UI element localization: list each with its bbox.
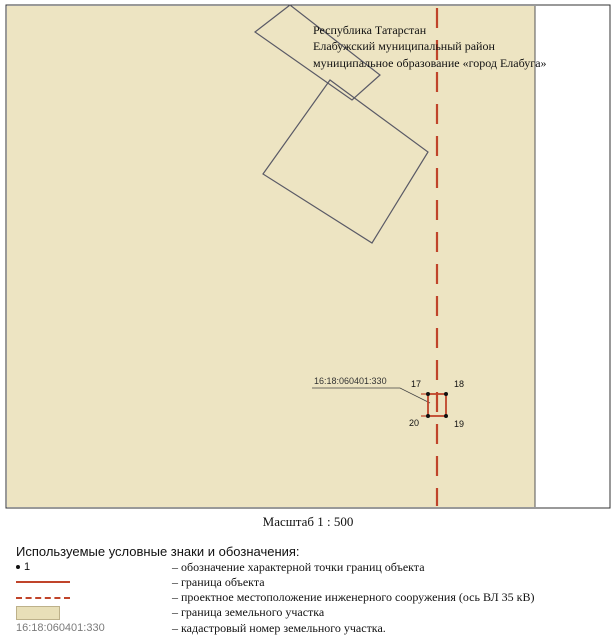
point-19-marker	[444, 414, 448, 418]
map-scale: Масштаб 1 : 500	[262, 514, 354, 529]
legend-item-cadastral-number	[12, 621, 612, 636]
point-17-label: 17	[411, 379, 422, 389]
point-17-marker	[426, 392, 430, 396]
legend-solid-line-symbol	[16, 575, 76, 590]
legend-title: Используемые условные знаки и обозначения:	[16, 544, 300, 559]
legend-cadastral-symbol: 16:18:060401:330	[16, 622, 105, 634]
legend-item-land-parcel	[12, 605, 612, 620]
legend-land-parcel-description: – граница земельного участка	[172, 605, 325, 619]
legend-item-object-boundary	[12, 575, 612, 590]
point-20-marker	[426, 414, 430, 418]
point-19-label: 19	[454, 419, 465, 429]
point-18-marker	[444, 392, 448, 396]
header-line-3: муниципальное образование «город Елабуга»	[313, 56, 547, 70]
legend-item-point	[12, 560, 612, 575]
header-line-2: Елабужский муниципальный район	[313, 39, 495, 53]
legend-cadastral-description: – кадастровый номер земельного участка.	[172, 621, 386, 635]
legend-point-symbol: 1	[16, 560, 76, 575]
point-18-label: 18	[454, 379, 465, 389]
land-parcel-fill	[7, 6, 535, 507]
legend-item-engineering-axis	[12, 590, 612, 605]
header-line-1: Республика Татарстан	[313, 23, 427, 37]
cadastral-label: 16:18:060401:330	[314, 376, 387, 386]
legend-object-boundary-description: – граница объекта	[172, 575, 265, 589]
point-20-label: 20	[409, 418, 420, 428]
legend-dashed-line-symbol	[16, 590, 76, 605]
legend-fill-symbol	[16, 605, 76, 620]
legend-engineering-axis-description: – проектное местоположение инженерного сооружения (ось ВЛ 35 кВ)	[172, 590, 535, 604]
legend-point-description: – обозначение характерной точки границ объекта	[172, 560, 425, 574]
